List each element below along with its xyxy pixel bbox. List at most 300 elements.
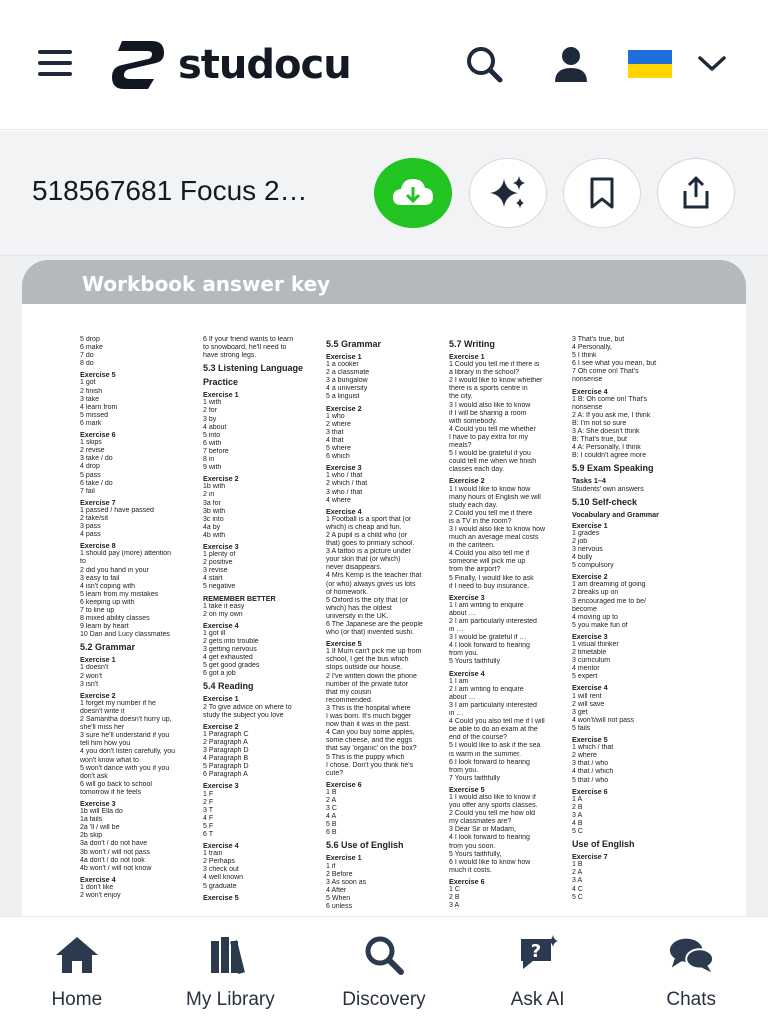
nav-discovery[interactable]: [307, 917, 461, 1024]
answer-line: 8 mixed ability classes: [80, 615, 150, 623]
answer-line: 2 finish: [80, 387, 103, 395]
answer-line: 2 I would like to know whether: [449, 377, 543, 385]
answer-line: 4 pass: [80, 531, 101, 539]
answer-line: 6 The Japanese are the people: [326, 621, 423, 628]
answer-line: 1b with: [203, 483, 226, 491]
answer-line: to snowboard, he'll need to: [203, 344, 287, 352]
answer-line: in …: [449, 710, 464, 718]
exercise-heading: Exercise 1: [203, 694, 239, 704]
answer-line: 10 Dan and Lucy classmates: [80, 631, 170, 639]
nav-label: Discovery: [342, 989, 426, 1010]
answer-line: 3 by: [203, 415, 217, 423]
answer-line: 1 who: [326, 412, 345, 420]
answer-line: 4 Mrs Kemp is the teacher that: [326, 572, 422, 580]
answer-column: [572, 336, 687, 911]
answer-line: in the canteen.: [449, 542, 495, 550]
answer-line: 3 I am particularly interested: [449, 701, 537, 709]
answer-line: 2 F: [203, 798, 214, 806]
answer-line: could tell me when we finish: [449, 458, 537, 466]
answer-column: [449, 336, 564, 911]
answer-line: 6 I look forward to hearing: [449, 758, 530, 766]
answer-line: 9 learn by heart: [80, 623, 129, 631]
answer-line: 2 revise: [80, 447, 105, 455]
answer-line: 3 I would be grateful if …: [449, 634, 527, 642]
answer-line: 1 C: [449, 886, 460, 893]
answer-line: 4 where: [326, 496, 351, 504]
answer-line: 5 Yours faithfully,: [449, 850, 502, 858]
exercise-heading: Tasks 1–4: [572, 476, 606, 486]
answer-line: 2 Perhaps: [203, 858, 235, 866]
answer-line: 1 don't like: [80, 883, 114, 891]
answer-line: about …: [449, 609, 476, 617]
studocu-logo[interactable]: [108, 36, 351, 94]
answer-line: 3 As soon as: [326, 878, 367, 886]
answer-line: 5 negative: [203, 583, 236, 591]
answer-line: 3 T: [203, 806, 213, 814]
answer-line: is a TV in the room?: [449, 517, 512, 525]
section-heading: 5.2 Grammar: [80, 642, 136, 653]
exercise-heading: Exercise 2: [449, 476, 485, 486]
answer-line: 2 A pupil is a child who (or: [326, 531, 407, 539]
answer-line: 3 that: [326, 428, 344, 436]
answer-line: 2 Could you tell me how old: [449, 810, 535, 818]
answer-line: 5 won't dance with you if you: [80, 764, 170, 772]
section-heading: 5.9 Exam Speaking: [572, 463, 654, 474]
exercise-heading: Exercise 5: [326, 639, 362, 649]
answer-line: don't ask: [80, 772, 108, 780]
answer-line: 3 curriculum: [572, 657, 611, 665]
chats-icon: [667, 935, 715, 975]
answer-line: Students' own answers: [572, 485, 644, 493]
answer-line: 3 I would also like to know how: [449, 525, 546, 533]
exercise-heading: REMEMBER BETTER: [203, 593, 276, 603]
answer-line: 7 before: [203, 447, 229, 455]
answer-line: in …: [449, 626, 464, 634]
top-header: [0, 0, 768, 130]
answer-line: 4 A: Personally, I think: [572, 444, 641, 452]
answer-line: 3 C: [326, 805, 337, 813]
answer-line: 2 won't enjoy: [80, 892, 121, 899]
answer-line: 4 get exhausted: [203, 654, 253, 662]
answer-line: 3 encouraged me to be/: [572, 597, 646, 605]
answer-line: 4 Can you buy some apples,: [326, 729, 415, 737]
answer-line: 6 keeping up with: [80, 598, 135, 606]
exercise-heading: Exercise 1: [326, 853, 362, 863]
answer-line: 1 A: [572, 795, 583, 803]
exercise-heading: Exercise 2: [203, 474, 239, 484]
ai-sparkle-button[interactable]: [469, 158, 547, 228]
answer-line: 5 get good grades: [203, 662, 260, 670]
exercise-heading: Exercise 4: [449, 668, 485, 678]
answer-line: 2 positive: [203, 559, 233, 567]
answer-line: 5 Yours faithfully: [449, 658, 500, 666]
answer-line: 6 will go back to school: [80, 780, 152, 788]
answer-line: 5 F: [203, 822, 214, 830]
answer-line: 3b won't / will not pass: [80, 848, 150, 856]
answer-line: 2 for: [203, 407, 218, 415]
answer-line: 9 with: [203, 464, 222, 472]
answer-column: [80, 336, 195, 911]
answer-column: [203, 336, 318, 911]
answer-line: 3 a bungalow: [326, 377, 368, 385]
answer-line: 5 pass: [80, 471, 101, 479]
answer-line: 3b with: [203, 507, 226, 515]
answer-line: you offer any sports classes.: [449, 802, 538, 810]
answer-line: much an average meal costs: [449, 534, 539, 542]
answer-line: 2a 'll / will be: [80, 824, 120, 832]
section-heading: 5.4 Reading: [203, 681, 254, 692]
exercise-heading: Exercise 3: [449, 592, 485, 602]
answer-line: 1 grades: [572, 529, 600, 537]
answer-line: end of the course?: [449, 734, 507, 742]
answer-line: 7 fail: [80, 487, 95, 495]
answer-line: 2 in: [203, 491, 215, 499]
answer-line: number of the private tutor: [326, 680, 409, 688]
answer-line: 4 C: [572, 885, 583, 893]
ukraine-flag[interactable]: [628, 50, 672, 78]
answer-line: 4 A: [326, 813, 337, 821]
answer-line: 2 Could you tell me if there: [449, 509, 533, 517]
exercise-heading: Exercise 4: [326, 506, 362, 516]
exercise-heading: Exercise 6: [572, 786, 608, 796]
answer-line: 7 Oh come on! That's: [572, 368, 639, 376]
answer-line: 1 passed / have passed: [80, 506, 154, 514]
answer-line: nonsense: [572, 403, 603, 411]
answer-line: 3 take / do: [80, 455, 113, 463]
answer-line: 1 Football is a sport that (or: [326, 515, 412, 523]
answer-line: I chose. Don't you think he's: [326, 761, 414, 769]
answer-line: 3 sure he'll understand if you: [80, 732, 170, 740]
answer-line: 4 you don't listen carefully, you: [80, 748, 175, 756]
answer-line: 1 a cooker: [326, 361, 359, 369]
answer-line: from you.: [449, 650, 479, 658]
answer-line: 1 I am: [449, 677, 469, 685]
page-heading-band: [22, 260, 746, 304]
section-heading: 5.5 Grammar: [326, 339, 382, 349]
answer-line: 4 isn't coping with: [80, 582, 136, 590]
answer-line: become: [572, 605, 597, 613]
document-page: [22, 260, 746, 920]
answer-line: 5 fails: [572, 724, 591, 732]
answer-line: 3 A: She doesn't think: [572, 428, 640, 436]
answer-line: 8 in: [203, 456, 215, 464]
exercise-heading: Exercise 7: [572, 852, 608, 862]
answer-line: 4 Could you also tell me if I will: [449, 718, 545, 726]
answer-line: 6 T: [203, 830, 213, 838]
menu-icon[interactable]: [38, 50, 72, 78]
search-icon[interactable]: [462, 42, 506, 86]
answer-line: 2 A: If you ask me, I think: [572, 411, 651, 419]
answer-line: who (or that) invented sushi.: [326, 629, 414, 637]
answer-line: 2 A: [572, 869, 583, 877]
answer-line: 3 isn't: [80, 680, 99, 688]
answer-line: 6 If your friend wants to learn: [203, 336, 294, 343]
answer-line: 1 B: [326, 788, 337, 796]
answer-line: that) goes to primary school.: [326, 540, 415, 548]
exercise-heading: Exercise 3: [572, 631, 608, 641]
answer-line: about …: [449, 693, 476, 701]
answer-line: 2 on my own: [203, 610, 243, 618]
exercise-heading: Exercise 5: [203, 892, 239, 902]
answer-line: 2 A: [326, 796, 337, 804]
answer-line: (or who) always gives us lots: [326, 580, 416, 588]
document-title: 518567681 Focus 2…: [32, 175, 308, 206]
document-viewer[interactable]: [0, 256, 768, 916]
exercise-heading: Exercise 5: [449, 784, 485, 794]
answer-line: 2 gets into trouble: [203, 638, 259, 645]
exercise-heading: Exercise 7: [80, 497, 116, 507]
exercise-heading: Exercise 5: [572, 735, 608, 745]
answer-line: 4 I look forward to hearing: [449, 834, 530, 842]
bookmark-button[interactable]: [563, 158, 641, 228]
exercise-heading: Exercise 5: [80, 370, 116, 380]
exercise-heading: Exercise 6: [449, 876, 485, 886]
answer-line: 6 mark: [80, 419, 102, 427]
nav-chats[interactable]: [614, 917, 768, 1024]
answer-line: won't know what to: [80, 756, 139, 764]
answer-line: 4 that: [326, 436, 344, 444]
answer-line: recommended.: [326, 696, 373, 704]
answer-line: 3a don't / do not have: [80, 840, 148, 848]
section-heading: Use of English: [572, 839, 635, 850]
library-icon: [206, 935, 254, 975]
answer-line: 2 B: [572, 803, 583, 811]
nav-home[interactable]: [0, 917, 154, 1024]
answer-line: your skin that (or which): [326, 556, 401, 564]
answer-line: 2 take/sit: [80, 514, 109, 522]
answer-line: 4 Could you tell me whether: [449, 425, 536, 433]
answer-line: 5 expert: [572, 673, 598, 681]
answer-line: 5 into: [203, 431, 221, 439]
answer-line: 1 visual thinker: [572, 641, 619, 648]
answer-line: 4 learn from: [80, 403, 118, 411]
answer-line: 4 F: [203, 814, 214, 822]
nav-label: Ask AI: [510, 989, 565, 1010]
answer-line: 4 a university: [326, 385, 368, 393]
answer-line: study the subject you love: [203, 711, 284, 719]
answer-line: 5 graduate: [203, 882, 237, 890]
answer-line: 1 train: [203, 850, 223, 858]
answer-line: I was born. It's much bigger: [326, 713, 412, 721]
answer-line: 6 which: [326, 453, 350, 461]
answer-line: 4a by: [203, 523, 221, 531]
answer-line: she'll miss her: [80, 724, 125, 732]
answer-line: 3 revise: [203, 567, 228, 575]
answer-line: 3 A: [572, 877, 583, 885]
page-heading: Workbook answer key: [82, 272, 331, 296]
answer-line: 6 I would like to know how: [449, 858, 531, 866]
answer-line: if I need to buy insurance.: [449, 582, 530, 590]
answer-line: 2 breaks up on: [572, 589, 619, 597]
answer-line: 6 make: [80, 344, 103, 352]
answer-line: 2 a classmate: [326, 369, 370, 377]
answer-line: 1 F: [203, 790, 214, 798]
answer-line: 1 I would like to know how: [449, 485, 531, 493]
answer-line: 1 plenty of: [203, 551, 236, 559]
answer-line: 1 take it easy: [203, 602, 245, 610]
answer-line: 2 job: [572, 537, 588, 545]
answer-line: 5 Paragraph D: [203, 763, 249, 771]
answer-line: 4 won't/will not pass: [572, 716, 635, 724]
exercise-heading: Vocabulary and Grammar: [572, 509, 659, 519]
answer-line: 1 should pay (more) attention: [80, 550, 172, 558]
svg-text:?: ?: [530, 941, 541, 962]
answer-line: 5 you make fun of: [572, 621, 628, 629]
exercise-heading: Exercise 4: [203, 620, 239, 630]
answer-line: 2 will save: [572, 700, 605, 708]
answer-line: 4 start: [203, 575, 223, 583]
answer-line: 5 a linguist: [326, 393, 360, 401]
answer-line: 3 who / that: [326, 488, 363, 496]
answer-line: 1 I am writing to enquire: [449, 601, 524, 609]
nav-label: Chats: [666, 989, 716, 1010]
answer-line: 6 I see what you mean, but: [572, 360, 657, 368]
answer-line: if I will be sharing a room: [449, 409, 527, 417]
answer-line: 5 When: [326, 894, 351, 902]
answer-line: 3 that / who: [572, 760, 609, 768]
answer-line: 1 B: [572, 861, 583, 869]
answer-line: 5 I would be grateful if you: [449, 450, 531, 458]
answer-line: 7 to line up: [80, 607, 115, 614]
answer-line: 3 easy to fail: [80, 574, 120, 582]
answer-line: 4 that / which: [572, 768, 614, 776]
section-heading: 5.7 Writing: [449, 339, 495, 349]
answer-line: 3 pass: [80, 523, 101, 531]
answer-line: cute?: [326, 769, 344, 777]
bookmark-icon: [588, 176, 616, 210]
answer-line: never disappears.: [326, 564, 382, 572]
answer-line: be able to do an exam at the: [449, 726, 538, 734]
answer-line: 6 B: [326, 829, 337, 837]
chevron-down-icon[interactable]: [690, 42, 734, 86]
answer-line: 3 getting nervous: [203, 646, 257, 654]
nav-ask-ai[interactable]: [461, 917, 615, 1024]
answer-line: that my cousin: [326, 688, 372, 696]
exercise-heading: Exercise 4: [80, 874, 116, 884]
exercise-heading: Exercise 3: [326, 463, 362, 473]
answer-line: 1 B: Oh come on! That's: [572, 395, 648, 403]
home-icon: [53, 935, 101, 975]
share-button[interactable]: [657, 158, 735, 228]
bottom-navigation: [0, 916, 768, 1024]
answer-line: the city.: [449, 393, 473, 401]
answer-line: B: I'm not so sure: [572, 419, 627, 427]
answer-line: is warm in the summer.: [449, 750, 521, 758]
answer-line: someone will pick me up: [449, 558, 526, 566]
answer-line: 2 Before: [326, 870, 353, 878]
answer-line: 5 C: [572, 893, 583, 901]
answer-line: 4b with: [203, 531, 226, 539]
share-icon: [679, 175, 713, 211]
exercise-heading: Exercise 2: [203, 721, 239, 731]
exercise-heading: Exercise 1: [326, 352, 362, 361]
exercise-heading: Exercise 2: [80, 690, 116, 700]
answer-line: meals?: [449, 442, 472, 450]
exercise-heading: Exercise 4: [572, 683, 608, 693]
answer-line: 2b skip: [80, 832, 103, 840]
nav-my-library[interactable]: [154, 917, 308, 1024]
answer-line: 4 Personally,: [572, 344, 612, 352]
answer-line: 3 check out: [203, 866, 239, 874]
answer-line: 2 Samantha doesn't hurry up,: [80, 716, 172, 724]
answer-line: from the airport?: [449, 566, 501, 574]
answer-line: now than it was in the past.: [326, 721, 411, 729]
answer-line: 2 timetable: [572, 649, 607, 657]
exercise-heading: Exercise 2: [572, 572, 608, 582]
answer-line: 4 mentor: [572, 665, 600, 673]
section-heading: 5.3 Listening Language: [203, 363, 304, 374]
answer-line: 2 I am particularly interested: [449, 618, 537, 625]
exercise-heading: Exercise 3: [80, 798, 116, 808]
answer-line: 1 doesn't: [80, 664, 109, 672]
answer-line: 2 I am writing to enquire: [449, 685, 524, 693]
answer-line: many hours of English we will: [449, 493, 541, 501]
answer-line: 5 Oxford is the city that (or: [326, 596, 409, 604]
answer-line: 1a fails: [80, 816, 103, 824]
answer-line: 1 forget my number if he: [80, 699, 156, 707]
answer-line: 8 do: [80, 360, 94, 368]
answer-line: 2 won't: [80, 672, 102, 680]
nav-label: My Library: [186, 989, 275, 1010]
exercise-heading: Exercise 1: [80, 655, 116, 665]
answer-line: 1b will Ella do: [80, 808, 123, 816]
answer-line: tomorrow if he feels: [80, 788, 142, 796]
answer-line: classes each day.: [449, 466, 505, 474]
answer-line: that say 'organic' on the box?: [326, 745, 417, 753]
download-button[interactable]: [374, 158, 452, 228]
answer-line: 5 This is the puppy which: [326, 753, 405, 761]
answer-line: which) is cheap and fun.: [326, 523, 402, 531]
answer-line: study each day.: [449, 501, 498, 509]
answer-line: there is a sports centre in: [449, 385, 528, 393]
answer-line: doesn't write it: [80, 707, 125, 715]
answer-line: 2 B: [449, 894, 460, 902]
logo-text: studocu: [178, 42, 351, 88]
answer-line: 1 will rent: [572, 692, 602, 700]
answer-line: 6 got a job: [203, 670, 236, 678]
answer-line: 6 take / do: [80, 479, 113, 487]
ask-ai-icon: [514, 935, 562, 975]
answer-line: 1 who / that: [326, 472, 363, 480]
ai-sparkle-icon: [488, 173, 528, 213]
discovery-search-icon: [360, 935, 408, 975]
answer-line: 5 compulsory: [572, 562, 614, 570]
nav-label: Home: [51, 989, 103, 1010]
exercise-heading: Exercise 4: [203, 841, 239, 851]
answer-line: 3 This is the hospital where: [326, 704, 411, 712]
answer-line: 5 I think: [572, 352, 597, 360]
answer-line: 4b won't / will not know: [80, 864, 152, 872]
answer-line: 2 which / that: [326, 480, 368, 488]
exercise-heading: Exercise 3: [203, 541, 239, 551]
answer-line: 5 I would like to ask if the sea: [449, 742, 541, 750]
answer-line: 4 After: [326, 886, 347, 894]
answer-line: stops outside our house.: [326, 664, 403, 672]
user-icon[interactable]: [549, 42, 593, 86]
answer-line: from you soon.: [449, 842, 496, 850]
answer-line: some cheese, and the eggs: [326, 737, 413, 745]
section-heading: 5.6 Use of English: [326, 840, 404, 851]
answer-line: 3 A tattoo is a picture under: [326, 548, 411, 556]
answer-line: which) has the oldest: [326, 604, 392, 612]
answer-column: [326, 336, 441, 911]
answer-line: my classmates are?: [449, 818, 512, 826]
answer-line: 2 where: [326, 420, 351, 428]
answer-line: 1 Could you tell me if there is: [449, 361, 540, 369]
answer-key-columns: [80, 336, 736, 911]
answer-line: 6 Paragraph A: [203, 771, 248, 779]
answer-line: 4 drop: [80, 463, 100, 471]
